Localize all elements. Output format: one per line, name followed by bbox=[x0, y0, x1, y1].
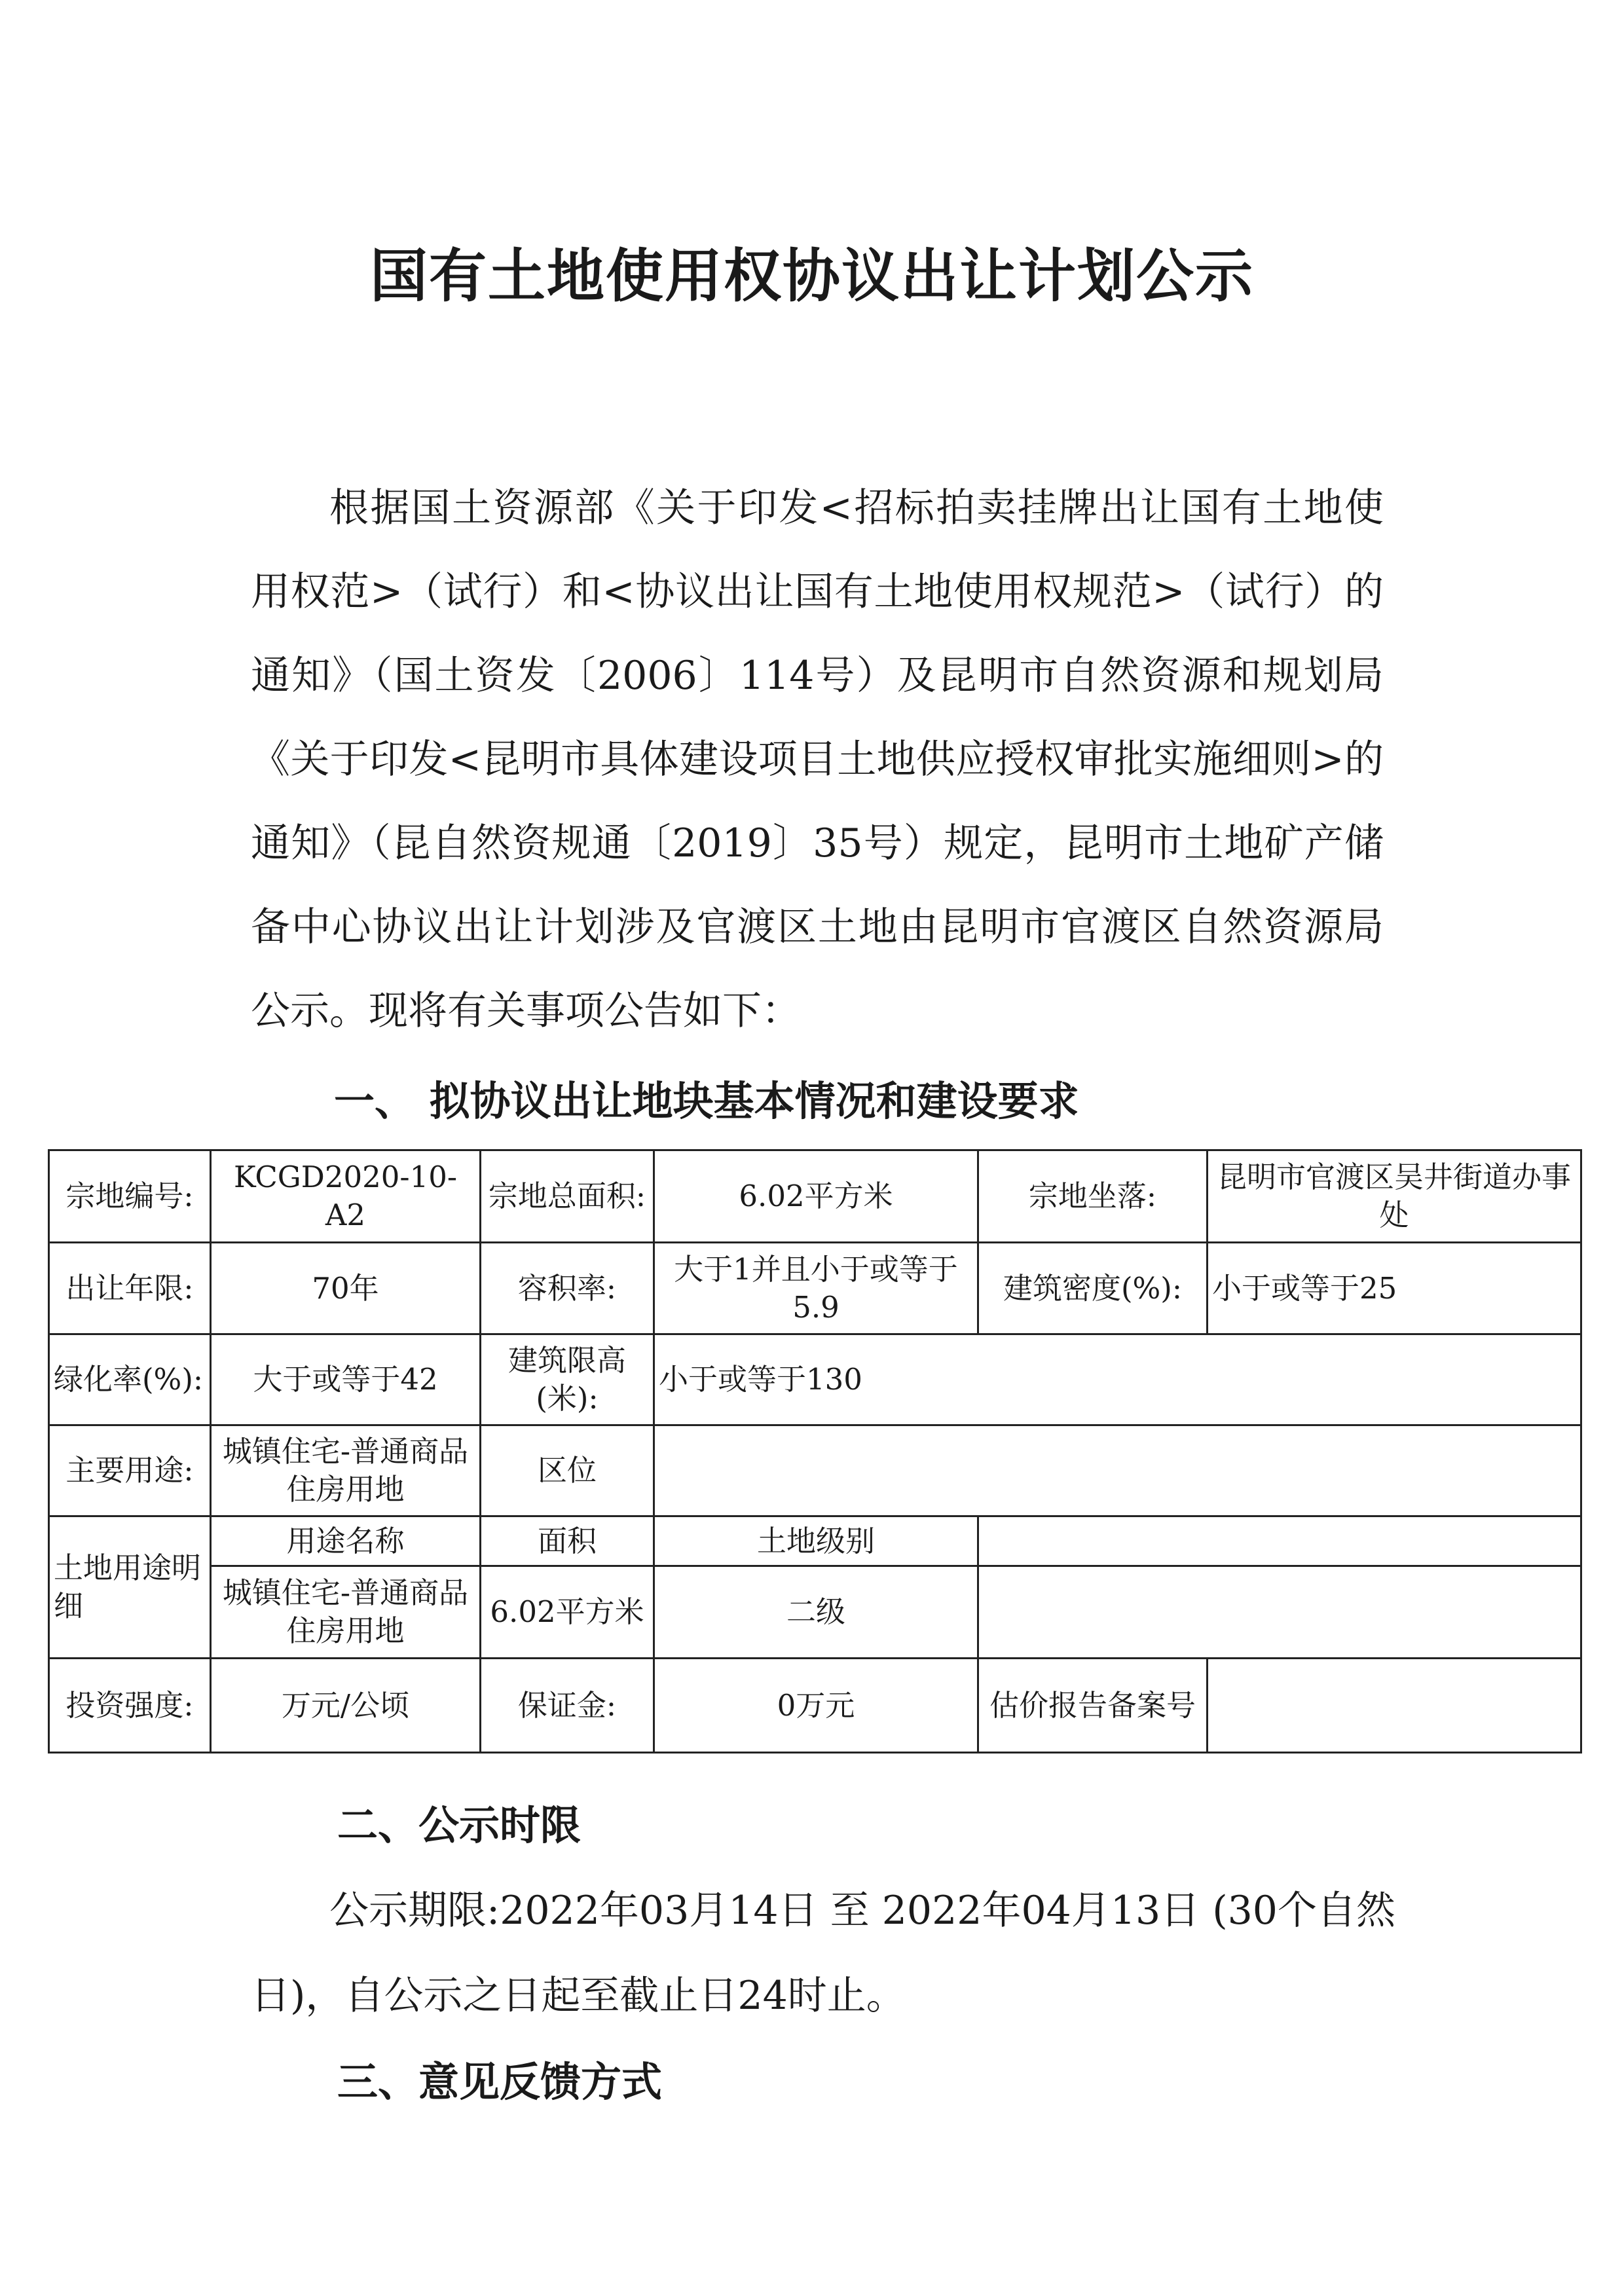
label-total-area: 宗地总面积: bbox=[481, 1150, 654, 1243]
table-row bbox=[49, 1566, 1581, 1659]
value-plot-ratio: 大于1并且小于或等于5.9 bbox=[654, 1243, 978, 1334]
section-heading-1: 一、 拟协议出让地块基本情况和建设要求 bbox=[334, 1077, 1079, 1125]
header-land-grade: 土地级别 bbox=[654, 1516, 978, 1566]
value-parcel-id: KCGD2020-10-A2 bbox=[211, 1150, 481, 1243]
value-term: 70年 bbox=[211, 1243, 481, 1334]
value-main-use: 城镇住宅-普通商品住房用地 bbox=[211, 1425, 481, 1516]
value-appraisal-number bbox=[1208, 1659, 1581, 1753]
cell-use-name: 城镇住宅-普通商品住房用地 bbox=[211, 1566, 481, 1659]
label-height-limit: 建筑限高(米): bbox=[481, 1334, 654, 1425]
value-total-area: 6.02平方米 bbox=[654, 1150, 978, 1243]
land-info-table bbox=[48, 1149, 1582, 1753]
label-building-density: 建筑密度(%): bbox=[978, 1243, 1208, 1334]
value-deposit: 0万元 bbox=[654, 1659, 978, 1753]
cell-empty bbox=[978, 1566, 1581, 1659]
label-investment: 投资强度: bbox=[49, 1659, 211, 1753]
label-main-use: 主要用途: bbox=[49, 1425, 211, 1516]
label-use-detail: 土地用途明细 bbox=[49, 1516, 211, 1659]
header-empty bbox=[978, 1516, 1581, 1566]
table-row bbox=[49, 1659, 1581, 1753]
table-row bbox=[49, 1425, 1581, 1516]
table-row bbox=[49, 1516, 1581, 1566]
label-plot-ratio: 容积率: bbox=[481, 1243, 654, 1334]
table-row bbox=[49, 1150, 1581, 1243]
label-term: 出让年限: bbox=[49, 1243, 211, 1334]
label-zone: 区位 bbox=[481, 1425, 654, 1516]
value-investment: 万元/公顷 bbox=[211, 1659, 481, 1753]
page-title: 国有土地使用权协议出让计划公示 bbox=[369, 242, 1254, 310]
section-heading-2: 二、公示时限 bbox=[337, 1801, 581, 1849]
value-location: 昆明市官渡区吴井街道办事处 bbox=[1208, 1150, 1581, 1243]
value-zone bbox=[654, 1425, 1581, 1516]
section-heading-3: 三、意见反馈方式 bbox=[337, 2058, 663, 2106]
table-row bbox=[49, 1243, 1581, 1334]
value-building-density: 小于或等于25 bbox=[1208, 1243, 1581, 1334]
label-parcel-id: 宗地编号: bbox=[49, 1150, 211, 1243]
cell-area: 6.02平方米 bbox=[481, 1566, 654, 1659]
period-paragraph: 公示期限:2022年03月14日 至 2022年04月13日 (30个自然日)，自公示之日起至截止日24时止。 bbox=[251, 1888, 1395, 2019]
header-area: 面积 bbox=[481, 1516, 654, 1566]
label-green-ratio: 绿化率(%): bbox=[49, 1334, 211, 1425]
label-appraisal-number: 估价报告备案号 bbox=[978, 1659, 1208, 1753]
value-height-limit: 小于或等于130 bbox=[654, 1334, 1581, 1425]
header-use-name: 用途名称 bbox=[211, 1516, 481, 1566]
intro-paragraph: 根据国土资源部《关于印发<招标拍卖挂牌出让国有土地使用权范>（试行）和<协议出让国有土地使用权规范>（试行）的通知》（国土资发〔2006〕114号）及昆明市自然资源和规划局《关于印发<昆明市具体建设项目土地供应授权审批实施细则>的通知》（昆自然资规通〔2019〕35号）规定，昆明市土地矿产储备中心协议出让计划涉及官渡区土地由昆明市官渡区自然资源局公示。现将有关事项公告如下： bbox=[251, 485, 1384, 1034]
value-green-ratio: 大于或等于42 bbox=[211, 1334, 481, 1425]
label-location: 宗地坐落: bbox=[978, 1150, 1208, 1243]
cell-land-grade: 二级 bbox=[654, 1566, 978, 1659]
table-row bbox=[49, 1334, 1581, 1425]
label-deposit: 保证金: bbox=[481, 1659, 654, 1753]
